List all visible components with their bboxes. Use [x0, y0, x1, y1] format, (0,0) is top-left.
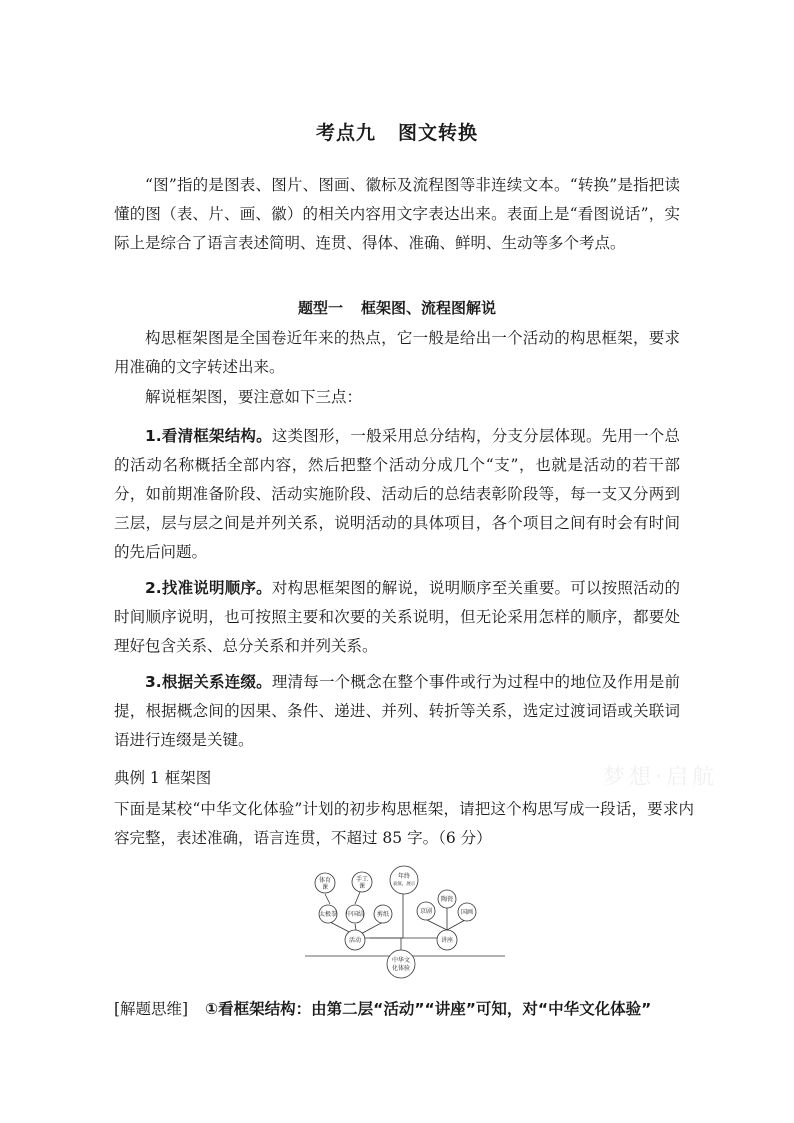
label-pe-class-a: 体育 — [318, 877, 332, 884]
point-2 — [114, 574, 680, 661]
title-topic: 图文转换 — [398, 122, 479, 144]
label-activity: 活动 — [348, 937, 362, 944]
label-handcraft-b: 课 — [358, 883, 366, 890]
paragraph-three-points: 解说框架图，要注意如下三点： — [145, 388, 363, 406]
paragraph-framework-intro: 构思框架图是全国卷近年来的热点，它一般是给出一个活动的构思框架，要求用准确的文字转述出来。 — [114, 329, 680, 376]
section-number: 题型一 — [297, 299, 343, 317]
label-lecture: 讲座 — [440, 937, 454, 944]
point-3 — [114, 668, 680, 755]
node-root — [387, 950, 415, 978]
label-ceramics-a: 陶瓷 — [440, 896, 454, 903]
point-1-keyword: 1.看清框架结构。 — [145, 427, 272, 445]
analysis-keyword: ①看框架结构： — [205, 1000, 312, 1018]
analysis-line — [114, 995, 694, 1024]
analysis-label: [解题思维] — [114, 1000, 189, 1018]
label-root-a: 中华文 — [391, 957, 411, 964]
example-label: 典例 1 框架图 — [114, 769, 212, 787]
label-taiji: 太极拳 — [318, 911, 338, 918]
point-1-text: 这类图形，一般采用总分结构，分支分层体现。先用一个总的活动名称概括全部内容，然后把整个活动分成几个“支”，也就是活动的若干部分，如前期准备阶段、活动实施阶段、活动后的总结表彰阶段等，每一支又分两到三层，层与层之间是并列关系，说明活动的具体项目，各个项目之间有时会有时间的先后问题。 — [114, 427, 680, 561]
label-show-a: 年终 — [397, 873, 411, 880]
title-number: 考点九 — [315, 122, 376, 144]
point-3-text: 理清每一个概念在整个事件或行为过程中的地位及作用是前提，根据概念间的因果、条件、递进、并列、转折等关系，选定过渡词语或关联词语进行连缀是关键。 — [114, 673, 680, 749]
page-title — [0, 118, 794, 145]
point-3-keyword: 3.根据关系连缀。 — [145, 673, 272, 691]
label-root-b: 化体验 — [391, 965, 411, 972]
label-opera: 京剧 — [419, 908, 433, 915]
label-chinese-knot: 中国结 — [345, 911, 365, 918]
label-pe-class-b: 课 — [321, 884, 329, 891]
label-papercut: 剪纸 — [376, 911, 390, 918]
section-topic: 框架图、流程图解说 — [361, 299, 497, 317]
framework-diagram — [305, 858, 505, 983]
example-question: 下面是某校“中华文化体验”计划的初步构思框架，请把这个构思写成一段话，要求内容完整，表述准确，语言连贯，不超过 85 字。（6 分） — [114, 800, 694, 847]
label-painting: 国画 — [460, 909, 474, 916]
label-handcraft-a: 手工 — [355, 876, 369, 883]
point-2-keyword: 2.找准说明顺序。 — [145, 579, 272, 597]
intro-paragraph: “图”指的是图表、图片、图画、徽标及流程图等非连续文本。“转换”是指把读懂的图（表、片、画、徽）的相关内容用文字表达出来。表面上是“看图说话”，实际上是综合了语言表述简明、连贯、得体、准确、鲜明、生动等多个考点。 — [114, 176, 680, 252]
point-2-text: 对构思框架图的解说，说明顺序至关重要。可以按照活动的时间顺序说明，也可按照主要和次要的关系说明，但无论采用怎样的顺序，都要处理好包含关系、总分关系和并列关系。 — [114, 579, 680, 655]
label-show-b: 表演、展示 — [392, 882, 416, 887]
section-heading — [0, 297, 794, 318]
node-year-end-show — [390, 866, 418, 894]
point-1 — [114, 422, 680, 567]
watermark: 梦想·启航 — [603, 765, 718, 790]
analysis-text: 由第二层“活动”“讲座”可知，对“中华文化体验” — [311, 1000, 652, 1018]
